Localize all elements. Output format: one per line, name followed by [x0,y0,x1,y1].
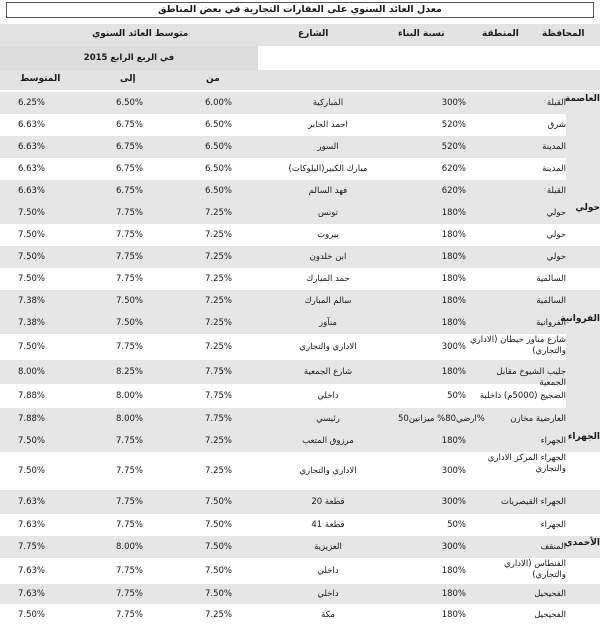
cell-building-ratio: 180% [441,610,466,620]
cell-street: الاداري والتجاري [299,466,357,476]
cell-from: 7.25% [205,274,233,284]
cell-area: حولي [546,252,566,262]
cell-area: الجهراء القيصريات [501,497,566,507]
cell-to: 7.75% [116,274,144,284]
cell-from: 6.00% [205,98,233,108]
cell-average: 7.50% [18,342,46,352]
cell-average: 6.25% [18,98,46,108]
cell-building-ratio: 180% [441,252,466,262]
header-average: المتوسط [20,74,61,84]
cell-street: قطعة 41 [311,520,345,530]
cell-street: مبارك الكبير(البلوكات) [288,164,368,174]
table-row [0,384,600,408]
cell-area: القبلة [546,98,566,108]
table-row [0,224,600,246]
cell-from: 7.25% [205,466,233,476]
cell-building-ratio: 180% [441,274,466,284]
cell-area: السالمية [536,274,566,284]
governorate-label: الجهراء [567,432,600,442]
cell-building-ratio: 520% [441,142,466,152]
table-row [0,584,600,604]
cell-to: 7.75% [116,610,144,620]
cell-area: حولي [546,230,566,240]
cell-building-ratio: 620% [441,186,466,196]
cell-to: 8.00% [116,542,144,552]
cell-average: 7.50% [18,252,46,262]
cell-area: القبلة [546,186,566,196]
cell-from: 7.50% [205,589,233,599]
cell-area: جليب الشيوخ مقابل الجمعية [496,367,566,388]
cell-building-ratio: 180% [441,230,466,240]
cell-area: الفنطاس (الاداري والتجاري) [504,559,566,580]
cell-street: بيروت [317,230,339,240]
table-row [0,536,600,558]
cell-average: 7.50% [18,436,46,446]
cell-to: 7.75% [116,566,144,576]
cell-to: 7.75% [116,520,144,530]
cell-from: 7.75% [205,367,233,377]
cell-building-ratio: 300% [441,542,466,552]
cell-street: مكة [321,610,335,620]
table-title: معدل العائد السنوي على العقارات التجارية في بعض المناطق [6,2,594,18]
cell-area: الجهراء [540,436,566,446]
governorate-shade [566,312,600,430]
cell-building-ratio: 620% [441,164,466,174]
cell-average: 7.88% [18,391,46,401]
cell-building-ratio: 300% [441,342,466,352]
table-row [0,180,600,202]
cell-area: الفحيحيل [534,589,566,599]
header-from: من [206,74,220,84]
cell-building-ratio: 300% [441,466,466,476]
cell-street: الاداري والتجاري [299,342,357,352]
header-row-primary [0,24,600,46]
cell-from: 6.50% [205,120,233,130]
table-row [0,558,600,584]
cell-to: 6.50% [116,98,144,108]
cell-to: 7.75% [116,466,144,476]
cell-building-ratio: ارضي80% ميزانين50% [398,414,485,424]
header-period: في الربع الرابع 2015 [0,46,258,70]
cell-average: 7.50% [18,208,46,218]
cell-from: 7.25% [205,296,233,306]
table-row [0,246,600,268]
cell-to: 6.75% [116,142,144,152]
cell-area: المدينة [542,142,566,152]
table-row [0,408,600,430]
cell-area: الجهراء المركز الاداري والتجاري [487,453,566,474]
cell-from: 7.25% [205,230,233,240]
governorate-label: الفروانية [560,314,600,324]
cell-building-ratio: 300% [441,98,466,108]
cell-to: 7.75% [116,208,144,218]
cell-from: 7.50% [205,542,233,552]
table-row [0,202,600,224]
table-row [0,268,600,290]
cell-area: الضجيج (5000م) داخلية [479,391,566,401]
cell-area: المنقف [540,542,566,552]
cell-average: 7.50% [18,274,46,284]
cell-street: رئيسي [316,414,340,424]
table-row [0,514,600,536]
cell-average: 7.75% [18,542,46,552]
governorate-label: حولي [575,203,600,213]
cell-average: 8.00% [18,367,46,377]
cell-average: 7.63% [18,497,46,507]
cell-to: 7.75% [116,589,144,599]
cell-average: 6.63% [18,120,46,130]
cell-average: 7.88% [18,414,46,424]
table-row [0,604,600,626]
cell-to: 8.25% [116,367,144,377]
cell-building-ratio: 180% [441,318,466,328]
cell-street: العزيزية [314,542,342,552]
cell-from: 7.25% [205,252,233,262]
cell-from: 7.50% [205,520,233,530]
cell-to: 8.00% [116,391,144,401]
table-row [0,92,600,114]
cell-building-ratio: 50% [447,391,466,401]
table-row [0,312,600,334]
cell-to: 7.75% [116,436,144,446]
cell-building-ratio: 180% [441,296,466,306]
cell-building-ratio: 520% [441,120,466,130]
cell-area: الفروانية [536,318,566,328]
cell-average: 7.38% [18,296,46,306]
header-building-ratio: نسبة البناء [398,29,445,39]
cell-building-ratio: 180% [441,436,466,446]
cell-to: 7.75% [116,497,144,507]
cell-building-ratio: 180% [441,208,466,218]
header-street: الشارع [298,29,329,39]
table-row [0,334,600,360]
governorate-label: الأحمدي [564,538,600,548]
cell-average: 7.63% [18,520,46,530]
cell-street: ابن خلدون [309,252,347,262]
cell-from: 7.25% [205,342,233,352]
cell-from: 7.25% [205,436,233,446]
cell-street: فهد السالم [308,186,348,196]
cell-street: داخلي [317,589,339,599]
cell-area: شرق [547,120,566,130]
cell-from: 7.75% [205,391,233,401]
cell-street: مرزوق المتعب [302,436,354,446]
cell-from: 7.25% [205,208,233,218]
cell-to: 7.75% [116,342,144,352]
cell-average: 7.50% [18,466,46,476]
cell-to: 6.75% [116,120,144,130]
cell-area: السالمية [536,296,566,306]
cell-street: داخلي [317,391,339,401]
header-avg-return: متوسط العائد السنوي [92,29,189,39]
cell-area: الجهراء [540,520,566,530]
cell-to: 6.75% [116,186,144,196]
governorate-shade [566,92,600,202]
cell-street: قطعة 20 [311,497,345,507]
header-to: إلى [120,74,136,84]
cell-area: المدينة [542,164,566,174]
cell-from: 7.25% [205,610,233,620]
table-row [0,430,600,452]
header-governorate: المحافظة [542,29,585,39]
cell-average: 7.63% [18,589,46,599]
cell-street: داخلي [317,566,339,576]
cell-street: تونس [318,208,338,218]
cell-from: 7.75% [205,414,233,424]
cell-from: 7.25% [205,318,233,328]
cell-from: 7.50% [205,497,233,507]
cell-to: 6.75% [116,164,144,174]
governorate-label: العاصمة [564,94,600,104]
cell-from: 6.50% [205,142,233,152]
cell-area: الفحيحيل [534,610,566,620]
cell-area: العارضية مخازن [510,414,566,424]
cell-to: 7.50% [116,296,144,306]
cell-building-ratio: 180% [441,566,466,576]
cell-street: سالم المبارك [304,296,352,306]
cell-average: 6.63% [18,164,46,174]
cell-average: 7.50% [18,230,46,240]
cell-street: حمد المبارك [306,274,350,284]
table-row [0,136,600,158]
cell-average: 6.63% [18,186,46,196]
cell-street: منآور [319,318,337,328]
table-row [0,452,600,490]
header-row-range [0,70,600,90]
cell-average: 6.63% [18,142,46,152]
cell-street: شارع الجمعية [303,367,353,377]
table-row [0,360,600,388]
cell-street: السور [317,142,339,152]
table-row [0,490,600,514]
cell-building-ratio: 50% [447,520,466,530]
cell-to: 7.50% [116,318,144,328]
cell-street: احمد الجابر [308,120,348,130]
cell-street: المباركية [312,98,344,108]
cell-average: 7.38% [18,318,46,328]
cell-from: 6.50% [205,164,233,174]
table-row [0,114,600,136]
cell-average: 7.63% [18,566,46,576]
cell-building-ratio: 180% [441,589,466,599]
cell-from: 7.50% [205,566,233,576]
table-row [0,158,600,180]
cell-average: 7.50% [18,610,46,620]
cell-to: 8.00% [116,414,144,424]
cell-building-ratio: 300% [441,497,466,507]
table-row [0,290,600,312]
cell-area: شارع مناور خيطان (الاداري والتجاري) [470,335,566,356]
cell-area: حولي [546,208,566,218]
header-area: المنطقة [482,29,519,39]
cell-to: 7.75% [116,230,144,240]
cell-to: 7.75% [116,252,144,262]
cell-from: 6.50% [205,186,233,196]
cell-building-ratio: 180% [441,367,466,377]
